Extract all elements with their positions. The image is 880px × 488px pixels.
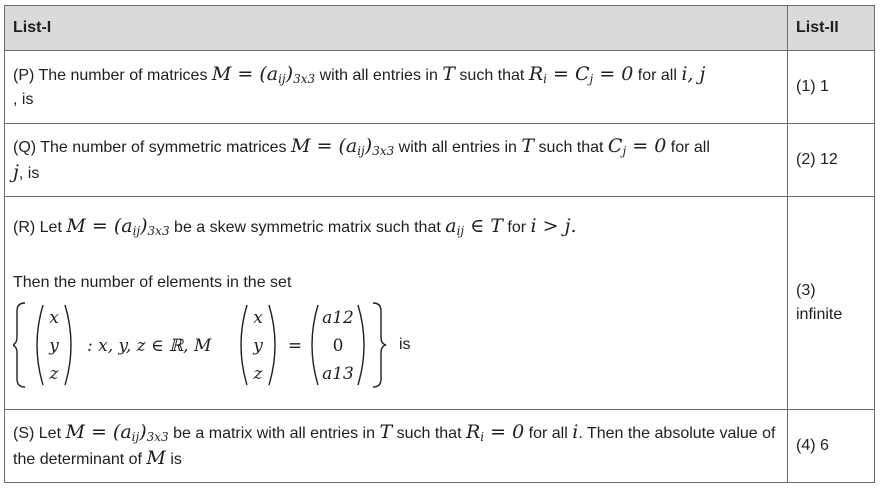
math: $M = (a_{ij})_{3x3}$ xyxy=(65,421,169,444)
answer-1: (1) 1 xyxy=(788,51,875,124)
math: $M = (a_{ij})_{3x3}$ xyxy=(211,63,316,86)
text: (R) Let xyxy=(13,218,62,236)
vec3-entry: 0 xyxy=(332,335,344,356)
left-brace xyxy=(13,303,25,387)
text: such that xyxy=(454,67,529,84)
text: for all xyxy=(524,425,573,442)
text: be a matrix with all entries in xyxy=(168,425,380,442)
math: T xyxy=(521,135,535,157)
paren xyxy=(312,305,318,385)
vec2-entry: y xyxy=(253,335,263,356)
statement-p xyxy=(5,51,788,124)
paren xyxy=(65,305,71,385)
math: T xyxy=(379,421,393,443)
paren xyxy=(241,305,247,385)
text: , is xyxy=(18,165,40,182)
header-row xyxy=(5,6,875,51)
header-list2: List-II xyxy=(788,6,875,51)
header-list1: List-I xyxy=(5,6,788,51)
text: , is xyxy=(13,91,34,108)
text: . Then the absolute value of the determinant of xyxy=(13,425,776,468)
match-table xyxy=(4,5,875,483)
text: (Q) The number of symmetric matrices xyxy=(13,139,287,156)
text: (S) Let xyxy=(13,425,62,442)
math: $C_j = 0$ xyxy=(607,135,667,158)
math: i > j. xyxy=(530,214,577,237)
vec3-entry: a13 xyxy=(322,363,354,384)
set-condition: : x, y, z ∈ ℝ, M xyxy=(87,335,212,356)
math: i, j xyxy=(681,63,706,85)
answer-4: (4) 6 xyxy=(788,410,875,483)
table-row xyxy=(5,197,875,410)
vec2-entry: z xyxy=(253,363,263,384)
paren xyxy=(37,305,43,385)
math: $R_i = C_j = 0$ xyxy=(528,63,634,86)
math: i xyxy=(572,421,579,443)
vec1-entry: x xyxy=(49,307,59,328)
statement-s xyxy=(5,410,788,483)
table-row xyxy=(5,51,875,124)
set-formula xyxy=(13,297,395,393)
text: such that xyxy=(392,425,466,442)
text: Then the number of elements in the set xyxy=(13,273,292,291)
math: $a_{ij}$ ∈ T xyxy=(445,214,503,238)
paren xyxy=(269,305,275,385)
set-expression xyxy=(13,297,779,393)
math: j xyxy=(13,161,19,183)
vec1-entry: z xyxy=(49,363,59,384)
equals-sign: = xyxy=(287,335,303,356)
right-brace xyxy=(373,303,386,387)
text: with all entries in xyxy=(315,67,443,84)
answer-2: (2) 12 xyxy=(788,124,875,197)
math: $M = (a_{ij})_{3x3}$ xyxy=(291,135,395,158)
vec1-entry: y xyxy=(49,335,59,356)
math: T xyxy=(442,63,455,85)
answer-3: (3) infinite xyxy=(788,197,875,410)
vec3-entry: a12 xyxy=(322,307,354,328)
statement-r xyxy=(5,197,788,410)
statement-q xyxy=(5,124,788,197)
table-row xyxy=(5,124,875,197)
text: such that xyxy=(534,139,608,156)
paren xyxy=(358,305,364,385)
math: M xyxy=(146,447,166,469)
text: for all xyxy=(633,67,682,84)
math: $R_i = 0$ xyxy=(465,421,525,444)
text: (P) The number of matrices xyxy=(13,67,208,84)
text: be a skew symmetric matrix such that xyxy=(169,218,446,236)
table-row xyxy=(5,410,875,483)
text: for all xyxy=(666,139,710,156)
text: with all entries in xyxy=(394,139,522,156)
text: is xyxy=(165,451,182,468)
text: is xyxy=(399,335,411,353)
math: $M = (a_{ij})_{3x3}$ xyxy=(66,214,170,238)
text: for xyxy=(502,218,531,236)
vec2-entry: x xyxy=(253,307,263,328)
